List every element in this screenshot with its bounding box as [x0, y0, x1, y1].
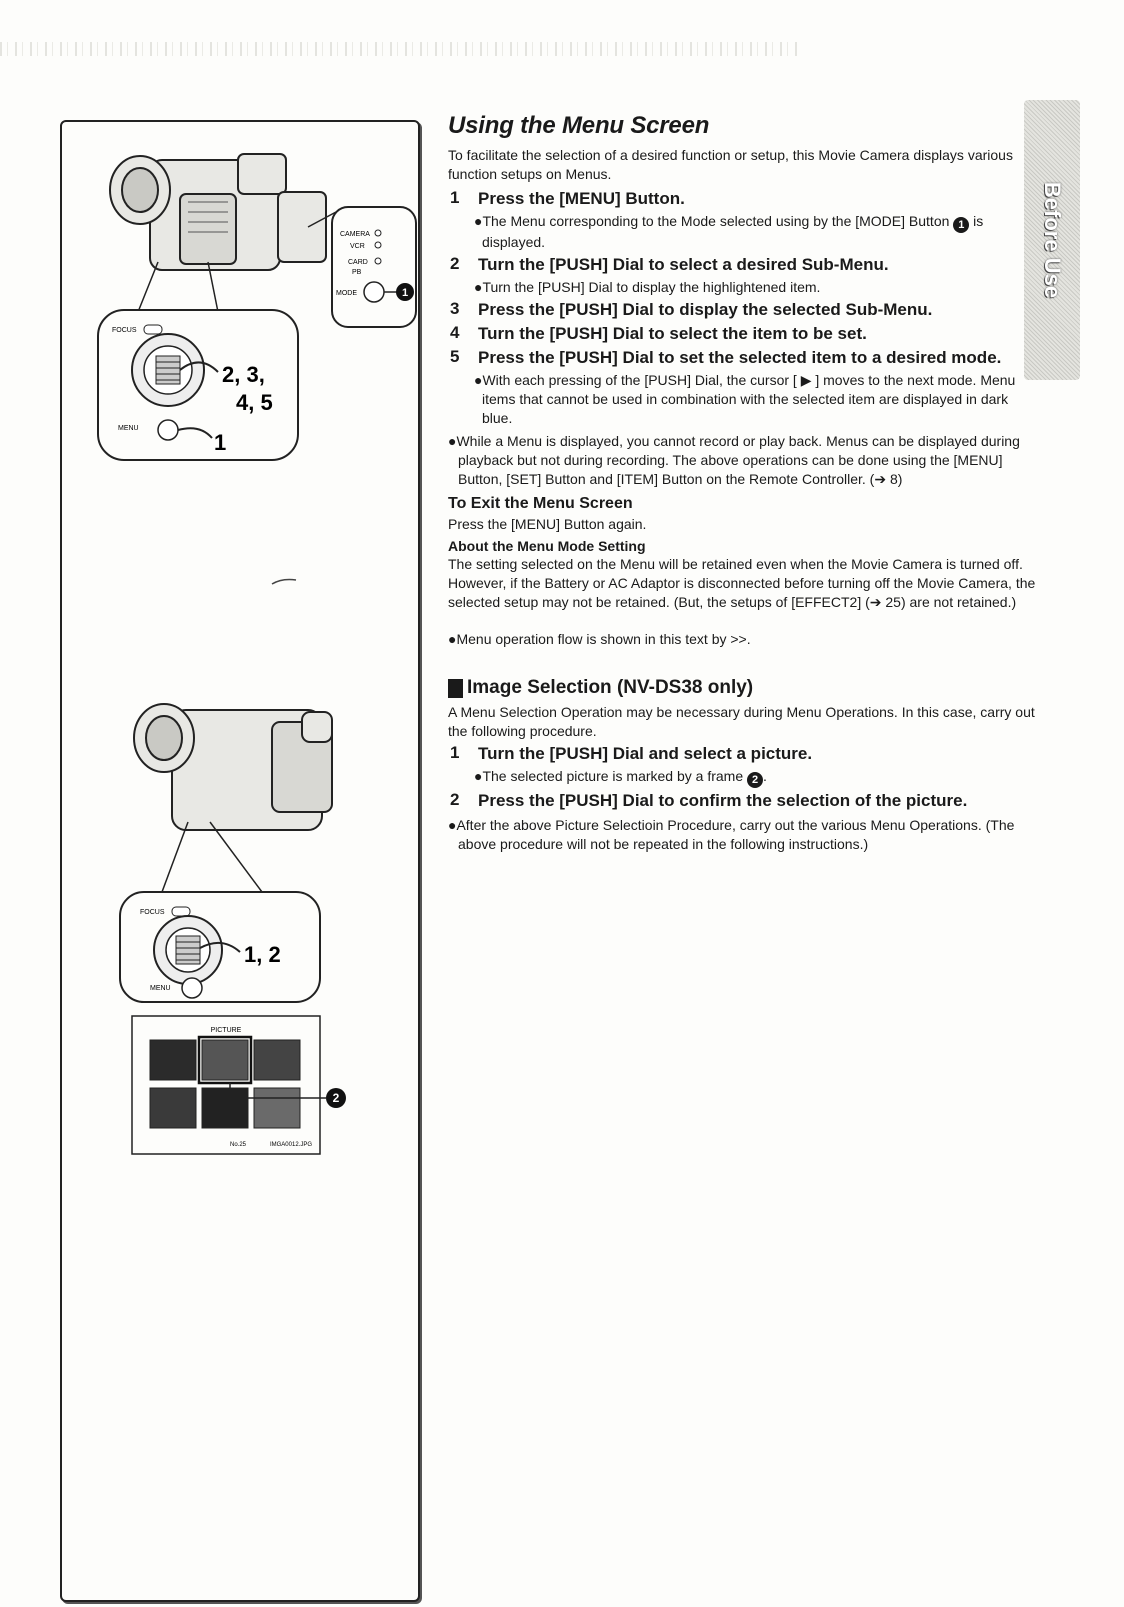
callout-marker: 2: [747, 772, 763, 788]
thumbnail: [254, 1040, 300, 1080]
dial-callout-fig2: 1, 2: [244, 942, 281, 967]
exit-heading: To Exit the Menu Screen: [448, 495, 633, 512]
step-number: 3: [450, 299, 460, 318]
thumbnail: [254, 1088, 300, 1128]
step-text: Press the [PUSH] Dial to display the selected Sub-Menu.: [478, 300, 933, 319]
step-2: [448, 254, 1038, 276]
step-4: [448, 323, 1038, 345]
step-text: Turn the [PUSH] Dial to select a desired Sub-Menu.: [478, 255, 889, 274]
thumbnail: [202, 1040, 248, 1080]
dial-callout-2: 4, 5: [236, 390, 273, 415]
image-selection-intro: A Menu Selection Operation may be necessary during Menu Operations. In this case, carry out the following procedure.: [448, 704, 1035, 739]
step-5: [448, 347, 1038, 369]
step-text: Press the [MENU] Button.: [478, 189, 685, 208]
picture-filename: IMGA0012.JPG: [269, 1142, 312, 1148]
step-number: 1: [450, 188, 460, 207]
intro-text: To facilitate the selection of a desired function or setup, this Movie Camera displays various function setups on Menus.: [448, 147, 1013, 182]
label-card: CARD: [348, 259, 368, 266]
step-number: 5: [450, 347, 460, 366]
label-mode: MODE: [336, 290, 357, 297]
step-3: [448, 299, 1038, 321]
camcorder-illustration-2: [92, 692, 392, 1012]
picture-number: No.25: [229, 1142, 246, 1148]
label-vcr: VCR: [350, 243, 365, 250]
step-text: Turn the [PUSH] Dial to select the item to be set.: [478, 324, 867, 343]
picture-screen-title: PICTURE: [210, 1027, 242, 1034]
image-step-1-note: ●The selected picture is marked by a frame 2 .: [474, 768, 767, 786]
image-selection-heading-text: Image Selection (NV-DS38 only): [467, 677, 754, 698]
step-5-note: ●With each pressing of the [PUSH] Dial, the cursor [ ▶ ] moves to the next mode. Menu items that cannot be used in combination with the selected item are displayed in dark blue.: [474, 372, 1016, 426]
thumbnail: [202, 1088, 248, 1128]
label-menu: MENU: [118, 425, 139, 432]
scan-noise: [0, 42, 800, 56]
mode-callout-number: 1: [401, 287, 409, 299]
section-tab-label: Before Use: [1040, 181, 1065, 299]
thumbnail: [150, 1040, 196, 1080]
step-text: Press the [PUSH] Dial to set the selected item to a desired mode.: [478, 348, 1002, 367]
label-camera: CAMERA: [340, 231, 370, 238]
step-text: Turn the [PUSH] Dial and select a picture.: [478, 744, 813, 763]
about-text: The setting selected on the Menu will be retained even when the Movie Camera is turned off. However, if the Battery or AC Adaptor is disconnected before turning off the Movie Camera, the selected setup may not be retained. (But, the setups of [EFFECT2] (➔ 25) are not retained.): [448, 556, 1036, 610]
label-pb: PB: [352, 269, 362, 276]
step-1-note: [448, 212, 1038, 252]
step-text: Press the [PUSH] Dial to confirm the selection of the picture.: [478, 791, 968, 810]
main-content: [448, 112, 1038, 858]
camcorder-illustration-1: [88, 132, 418, 462]
step-number: 4: [450, 323, 460, 342]
playback-note: ●While a Menu is displayed, you cannot record or play back. Menus can be displayed during playback but not during recording. The above operations can be done using the [MENU] Button, [SET] Button and [ITEM] Button on the Remote Controller. (➔ 8): [448, 433, 1020, 487]
step-number: 2: [450, 790, 460, 809]
dial-callout-1: 2, 3,: [222, 362, 265, 387]
page-title: Using the Menu Screen: [448, 112, 710, 139]
step-1-note-suffix: is displayed.: [482, 213, 984, 250]
label-focus: FOCUS: [112, 327, 137, 334]
picture-selection-screen: [130, 1014, 380, 1160]
about-heading: About the Menu Mode Setting: [448, 538, 646, 554]
stray-mark: [270, 570, 300, 590]
label-focus-2: FOCUS: [140, 909, 165, 916]
exit-text: Press the [MENU] Button again.: [448, 516, 647, 532]
flow-note: ●Menu operation flow is shown in this text by >>.: [448, 631, 751, 647]
image-selection-heading: [448, 677, 1038, 699]
after-note: ●After the above Picture Selectioin Procedure, carry out the various Menu Operations. (The above procedure will not be repeated in the following instructions.): [448, 817, 1015, 852]
image-step-2: [448, 790, 1038, 812]
label-menu-2: MENU: [150, 985, 171, 992]
image-step-1: [448, 743, 1038, 765]
callout-marker: 1: [953, 217, 969, 233]
step-1: [448, 188, 1038, 210]
menu-callout: 1: [214, 430, 227, 455]
step-2-note: ●Turn the [PUSH] Dial to display the highlightened item.: [474, 279, 821, 295]
step-number: 1: [450, 743, 460, 762]
heading-square-icon: [448, 679, 463, 698]
step-number: 2: [450, 254, 460, 273]
thumbnail: [150, 1088, 196, 1128]
step-1-note-text: ●The Menu corresponding to the Mode selected using by the [MODE] Button: [474, 213, 950, 229]
image-step-1-note-text: ●The selected picture is marked by a frame: [474, 768, 744, 784]
frame-callout-number: 2: [332, 1091, 340, 1105]
illustration-sidebar: [60, 120, 420, 1602]
